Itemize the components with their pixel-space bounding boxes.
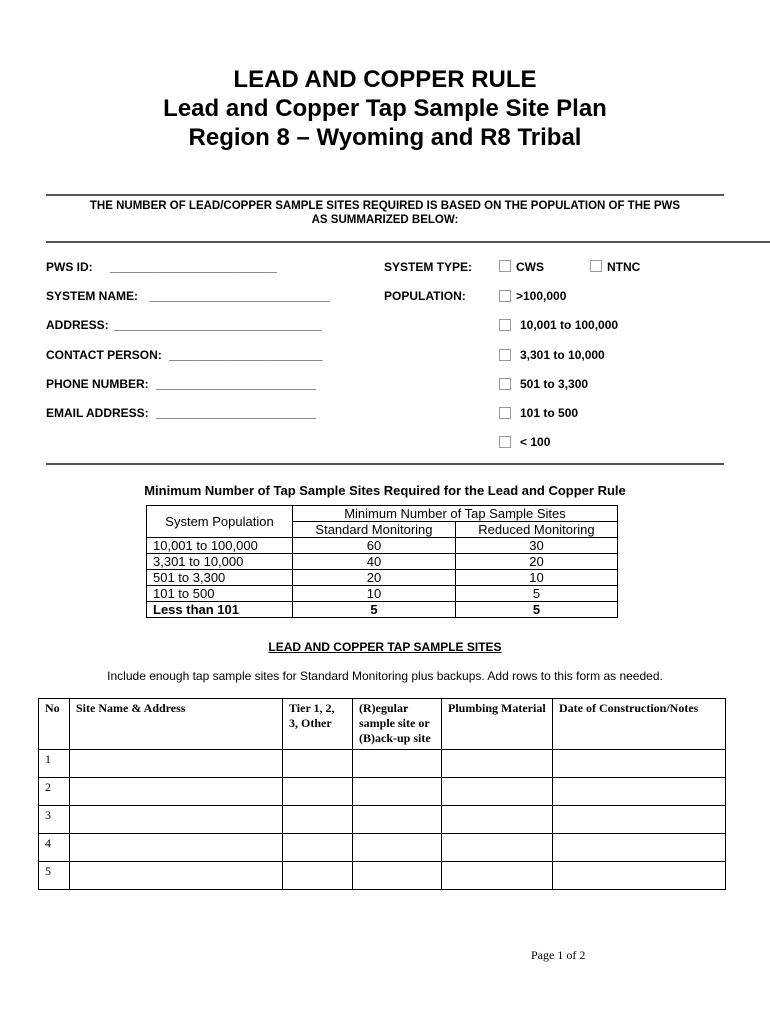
ntnc-label: NTNC [607,260,641,274]
pws-id-label: PWS ID: [46,260,93,274]
address-blank[interactable]: _______________________________ [114,318,321,332]
site-name-cell[interactable] [70,778,283,806]
col-no: No [39,699,70,750]
col-regular-backup: (R)egular sample site or (B)ack-up site [353,699,442,750]
col-standard-monitoring: Standard Monitoring [293,522,456,538]
cell-reduced: 20 [455,554,617,570]
cell-standard: 10 [293,586,456,602]
site-name-cell[interactable] [70,750,283,778]
notes-cell[interactable] [553,806,726,834]
table-row [39,778,726,806]
site-type-cell[interactable] [353,778,442,806]
table-row [39,806,726,834]
phone-number-label: PHONE NUMBER: [46,377,149,391]
tier-cell[interactable] [283,778,353,806]
pop-checkbox-3301-10000[interactable] [499,349,511,361]
cell-reduced: 5 [455,602,617,618]
notes-cell[interactable] [553,778,726,806]
cell-reduced: 5 [455,586,617,602]
row-number: 1 [39,750,70,778]
row-number: 4 [39,834,70,862]
table-row [147,602,618,618]
col-plumbing-material: Plumbing Material [442,699,553,750]
address-field[interactable] [46,318,321,332]
pop-option-label: 10,001 to 100,000 [520,318,619,332]
notes-cell[interactable] [553,834,726,862]
pop-option-label: < 100 [520,435,551,449]
population-note-line1: THE NUMBER OF LEAD/COPPER SAMPLE SITES REQUIRED IS BASED ON THE POPULATION OF THE PWS [89,200,681,212]
document-subtitle: Lead and Copper Tap Sample Site Plan [163,95,607,122]
sites-instruction: Include enough tap sample sites for Standard Monitoring plus backups. Add rows to this form as needed. [107,669,663,683]
pop-checkbox-over-100000[interactable] [499,290,511,302]
site-type-cell[interactable] [353,834,442,862]
notes-cell[interactable] [553,750,726,778]
cell-standard: 20 [293,570,456,586]
sites-heading: LEAD AND COPPER TAP SAMPLE SITES [268,640,502,654]
contact-person-blank[interactable]: _______________________ [169,348,323,362]
cell-population: Less than 101 [147,602,293,618]
tier-cell[interactable] [283,862,353,890]
table-row [147,586,618,602]
pop-option-label: >100,000 [516,289,567,303]
tier-cell[interactable] [283,750,353,778]
col-reduced-monitoring: Reduced Monitoring [455,522,617,538]
document-region: Region 8 – Wyoming and R8 Tribal [188,124,582,151]
pop-checkbox-10001-100000[interactable] [499,319,511,331]
notes-cell[interactable] [553,862,726,890]
pws-id-field[interactable] [46,260,277,274]
divider [46,241,770,243]
population-label: POPULATION: [384,289,466,303]
pop-checkbox-501-3300[interactable] [499,378,511,390]
site-name-cell[interactable] [70,806,283,834]
cell-population: 501 to 3,300 [147,570,293,586]
pop-checkbox-101-500[interactable] [499,407,511,419]
pop-option-label: 3,301 to 10,000 [520,348,605,362]
ntnc-checkbox[interactable] [590,260,602,272]
system-name-blank[interactable]: ___________________________ [149,289,330,303]
table-row [147,570,618,586]
system-name-label: SYSTEM NAME: [46,289,139,303]
plumbing-cell[interactable] [442,834,553,862]
col-tier: Tier 1, 2, 3, Other [283,699,353,750]
population-note-line2: AS SUMMARIZED BELOW: [311,214,459,226]
table-row [39,750,726,778]
site-name-cell[interactable] [70,834,283,862]
email-address-label: EMAIL ADDRESS: [46,406,149,420]
contact-person-field[interactable] [46,348,323,362]
cws-checkbox[interactable] [499,260,511,272]
cell-population: 10,001 to 100,000 [147,538,293,554]
table-row [39,834,726,862]
cell-standard: 40 [293,554,456,570]
population-note [46,199,724,227]
page-number: Page 1 of 2 [531,948,586,962]
col-system-population: System Population [147,506,293,538]
table-row [39,862,726,890]
cell-standard: 5 [293,602,456,618]
system-type-label: SYSTEM TYPE: [384,260,473,274]
phone-number-blank[interactable]: ________________________ [156,377,317,391]
tap-sample-sites-table [38,698,726,890]
email-address-field[interactable] [46,406,316,420]
cell-reduced: 10 [455,570,617,586]
document-title: LEAD AND COPPER RULE [233,66,537,93]
min-sample-sites-table [146,505,618,618]
col-date-notes: Date of Construction/Notes [553,699,726,750]
row-number: 3 [39,806,70,834]
tier-cell[interactable] [283,834,353,862]
contact-person-label: CONTACT PERSON: [46,348,162,362]
cell-reduced: 30 [455,538,617,554]
plumbing-cell[interactable] [442,778,553,806]
pop-option-label: 101 to 500 [520,406,579,420]
tier-cell[interactable] [283,806,353,834]
divider [46,463,724,465]
email-address-blank[interactable]: ________________________ [156,406,317,420]
col-site-name-address: Site Name & Address [70,699,283,750]
pop-checkbox-under-100[interactable] [499,436,511,448]
divider [46,194,724,196]
phone-number-field[interactable] [46,377,316,391]
site-name-cell[interactable] [70,862,283,890]
pws-id-blank[interactable]: _________________________ [110,260,277,274]
plumbing-cell[interactable] [442,862,553,890]
address-label: ADDRESS: [46,318,109,332]
site-type-cell[interactable] [353,750,442,778]
row-number: 5 [39,862,70,890]
min-table-caption: Minimum Number of Tap Sample Sites Required for the Lead and Copper Rule [144,483,626,498]
cell-population: 3,301 to 10,000 [147,554,293,570]
site-type-cell[interactable] [353,806,442,834]
pop-option-label: 501 to 3,300 [520,377,589,391]
site-type-cell[interactable] [353,862,442,890]
system-name-field[interactable] [46,289,330,303]
cell-standard: 60 [293,538,456,554]
table-row [147,554,618,570]
col-min-sites-group: Minimum Number of Tap Sample Sites [293,506,618,522]
cell-population: 101 to 500 [147,586,293,602]
table-row [147,538,618,554]
plumbing-cell[interactable] [442,806,553,834]
cws-label: CWS [516,260,544,274]
plumbing-cell[interactable] [442,750,553,778]
row-number: 2 [39,778,70,806]
